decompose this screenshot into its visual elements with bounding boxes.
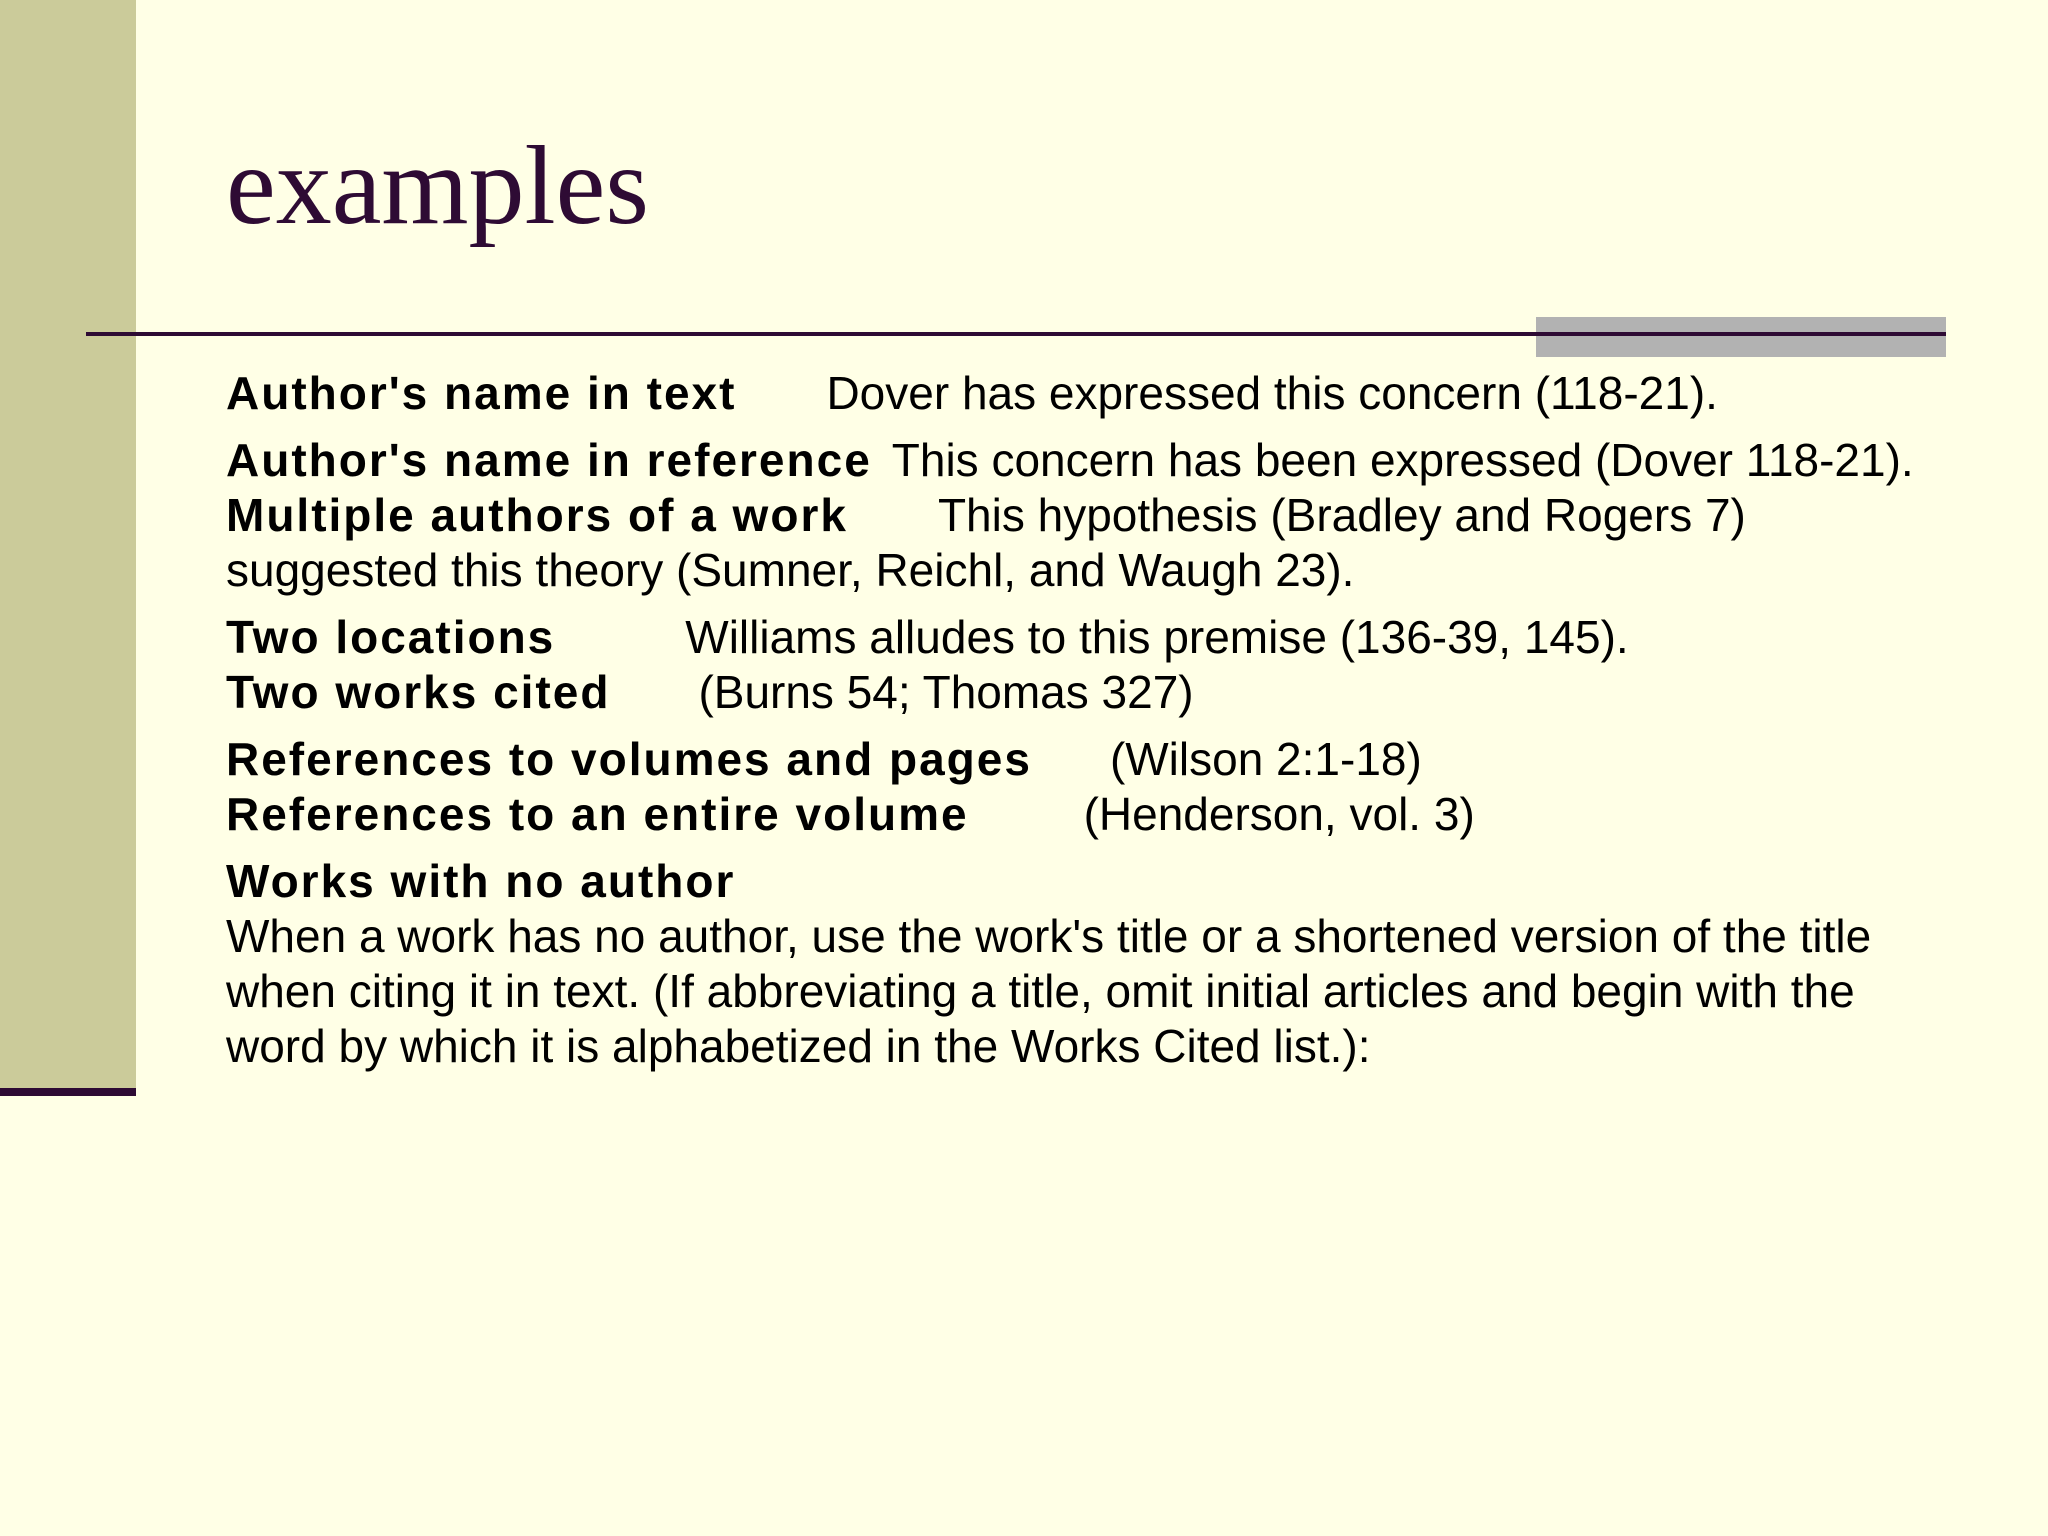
- example-text: When a work has no author, use the work's title or a shortened version of the title when citing it in text. (If abbreviating a title, omit initial articles and begin with the word by which it is alphabetized in the Works Cited list.):: [226, 910, 1872, 1072]
- example-label: Two works cited: [226, 666, 611, 718]
- slide-title: examples: [226, 124, 649, 248]
- example-label: References to volumes and pages: [226, 733, 1032, 785]
- example-two-locations: [226, 610, 1946, 665]
- example-author-in-reference: [226, 433, 1946, 488]
- example-author-in-text: [226, 366, 1946, 421]
- example-text: (Henderson, vol. 3): [1083, 788, 1475, 840]
- example-label: Multiple authors of a work: [226, 489, 848, 541]
- example-text: This concern has been expressed (Dover 118-21).: [891, 434, 1914, 486]
- example-entire-volume: [226, 787, 1946, 842]
- example-label: Two locations: [226, 611, 556, 663]
- example-text: (Burns 54; Thomas 327): [698, 666, 1194, 718]
- example-label: Author's name in reference: [226, 434, 872, 486]
- sidebar-accent-line: [0, 1088, 136, 1096]
- example-label: References to an entire volume: [226, 788, 969, 840]
- title-divider-accent: [1536, 317, 1946, 357]
- slide-body: [226, 366, 1946, 1074]
- example-text: (Wilson 2:1-18): [1109, 733, 1422, 785]
- example-volumes-and-pages: [226, 732, 1946, 787]
- example-text: Dover has expressed this concern (118-21).: [826, 367, 1718, 419]
- example-label: Works with no author: [226, 855, 736, 907]
- example-no-author: [226, 854, 1946, 1074]
- example-text: Williams alludes to this premise (136-39, 145).: [685, 611, 1629, 663]
- example-label: Author's name in text: [226, 367, 737, 419]
- example-text: This hypothesis (Bradley and Rogers 7) suggested this theory (Sumner, Reichl, and Waugh 23).: [226, 489, 1746, 596]
- example-two-works-cited: [226, 665, 1946, 720]
- sidebar-panel: [0, 0, 136, 1088]
- example-multiple-authors: [226, 488, 1946, 598]
